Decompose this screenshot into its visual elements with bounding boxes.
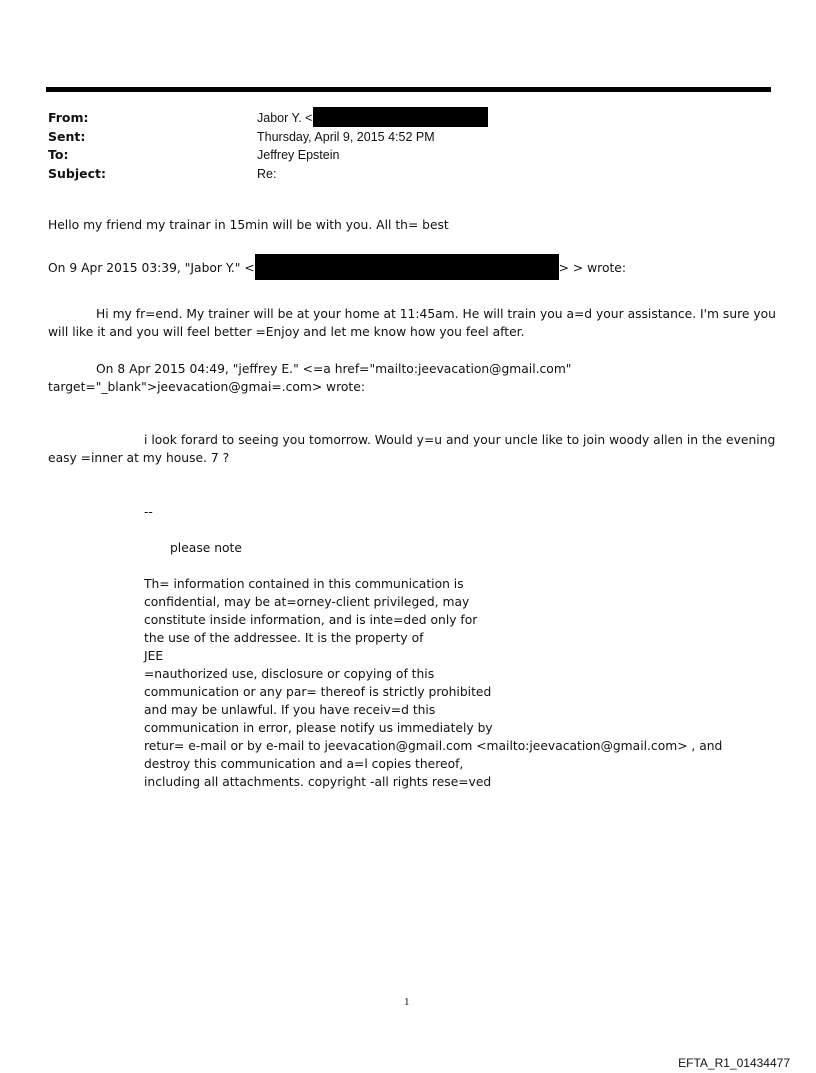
subject-row: [48, 165, 488, 184]
to-label: To:: [48, 147, 69, 162]
redaction-block: [313, 107, 488, 127]
sent-row: [48, 128, 488, 147]
disclaimer-line: =nauthorized use, disclosure or copying of this: [144, 667, 435, 681]
disclaimer-line: and may be unlawful. If you have receiv=d this: [144, 703, 436, 717]
subject-label: Subject:: [48, 165, 106, 181]
disclaimer-block: [144, 575, 722, 791]
para2-line-1: i look forard to seeing you tomorrow. Would y=u and your uncle like to join woody allen in the evening: [144, 433, 776, 447]
to-value: Jeffrey Epstein: [257, 148, 340, 162]
para1-line-2: will like it and you will feel better =Enjoy and let me know how you feel after.: [48, 325, 525, 339]
from-name: Jabor Y. <: [257, 111, 313, 125]
disclaimer-line: confidential, may be at=orney-client privileged, may: [144, 595, 470, 609]
quote2-line-1: On 8 Apr 2015 04:49, "jeffrey E." <=a href="mailto:jeevacation@gmail.com": [96, 362, 572, 376]
from-label: From:: [48, 110, 89, 125]
from-row: [48, 109, 488, 128]
signature-dashes: --: [144, 505, 153, 519]
disclaimer-line: destroy this communication and a=l copies thereof,: [144, 757, 464, 771]
sent-value: Thursday, April 9, 2015 4:52 PM: [257, 129, 435, 144]
disclaimer-line: communication or any par= thereof is strictly prohibited: [144, 685, 492, 699]
quote1-suffix: > > wrote:: [558, 261, 626, 275]
quote1-prefix: On 9 Apr 2015 03:39, "Jabor Y." <: [48, 261, 255, 275]
redaction-block: [255, 254, 559, 280]
sent-label: Sent:: [48, 128, 86, 144]
please-note: please note: [170, 541, 242, 555]
quote2-line-2: target="_blank">jeevacation@gmai=.com> wrote:: [48, 380, 365, 394]
bates-number: EFTA_R1_01434477: [678, 1056, 790, 1070]
header-divider: [46, 87, 771, 92]
to-row: [48, 146, 488, 165]
para2-line-2: easy =inner at my house. 7 ?: [48, 451, 230, 465]
para1-line-1: Hi my fr=end. My trainer will be at your home at 11:45am. He will train you a=d your assistance. I'm sure you: [96, 307, 776, 321]
page-number: 1: [404, 996, 410, 1008]
disclaimer-line: communication in error, please notify us immediately by: [144, 721, 493, 735]
disclaimer-line: the use of the addressee. It is the property of: [144, 631, 424, 645]
quote-header-1: [48, 254, 626, 280]
disclaimer-line: including all attachments. copyright -all rights rese=ved: [144, 775, 492, 789]
disclaimer-line: retur= e-mail or by e-mail to jeevacation@gmail.com <mailto:jeevacation@gmail.com> , and: [144, 739, 723, 753]
from-value: [257, 109, 488, 128]
disclaimer-line: JEE: [144, 649, 164, 663]
body-line-1: Hello my friend my trainar in 15min will be with you. All th= best: [48, 218, 449, 232]
disclaimer-line: Th= information contained in this communication is: [144, 577, 464, 591]
disclaimer-line: constitute inside information, and is inte=ded only for: [144, 613, 478, 627]
email-header: [48, 109, 488, 183]
subject-value: Re:: [257, 166, 277, 181]
